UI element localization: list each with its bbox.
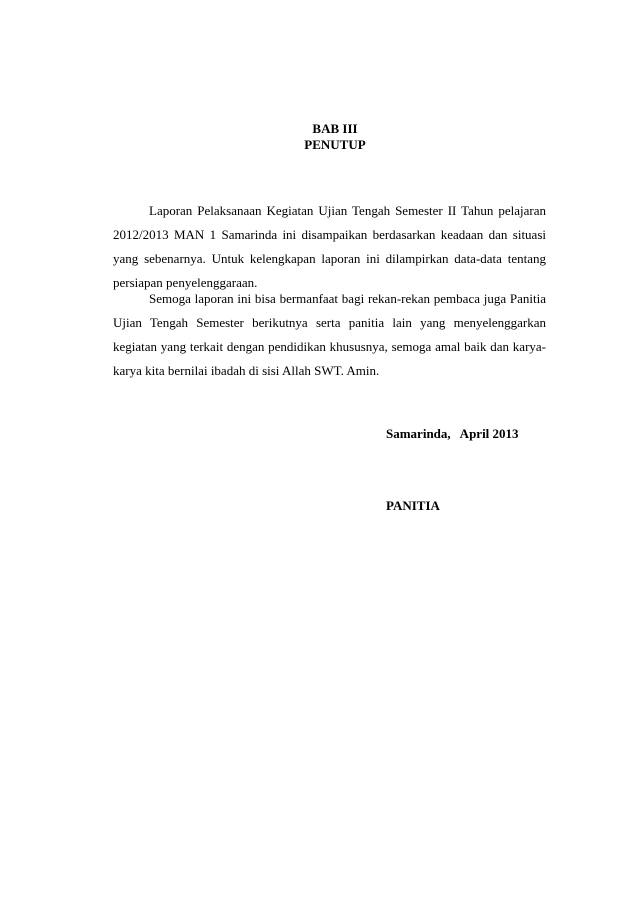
paragraph-2: Semoga laporan ini bisa bermanfaat bagi rekan-rekan pembaca juga Panitia Ujian Tengah Semester berikutnya serta panitia lain yang menyelenggarkan kegiatan yang terkait dengan pendidikan khususnya, semoga amal baik dan karya-karya kita bernilai ibadah di sisi Allah SWT. Amin. [113, 291, 546, 378]
signature-organization: PANITIA [386, 498, 440, 513]
paragraph-block-1 [113, 199, 546, 295]
paragraph-block-2 [113, 287, 546, 383]
chapter-heading: BAB III [312, 121, 358, 136]
paragraph-1: Laporan Pelaksanaan Kegiatan Ujian Tengah Semester II Tahun pelajaran 2012/2013 MAN 1 Samarinda ini disampaikan berdasarkan keadaan dan situasi yang sebenarnya. Untuk kelengkapan laporan ini dilampirkan data-data tentang persiapan penyelenggaraan. [113, 203, 546, 290]
signature-place-date: Samarinda, April 2013 [386, 426, 519, 441]
chapter-title: PENUTUP [304, 137, 366, 152]
